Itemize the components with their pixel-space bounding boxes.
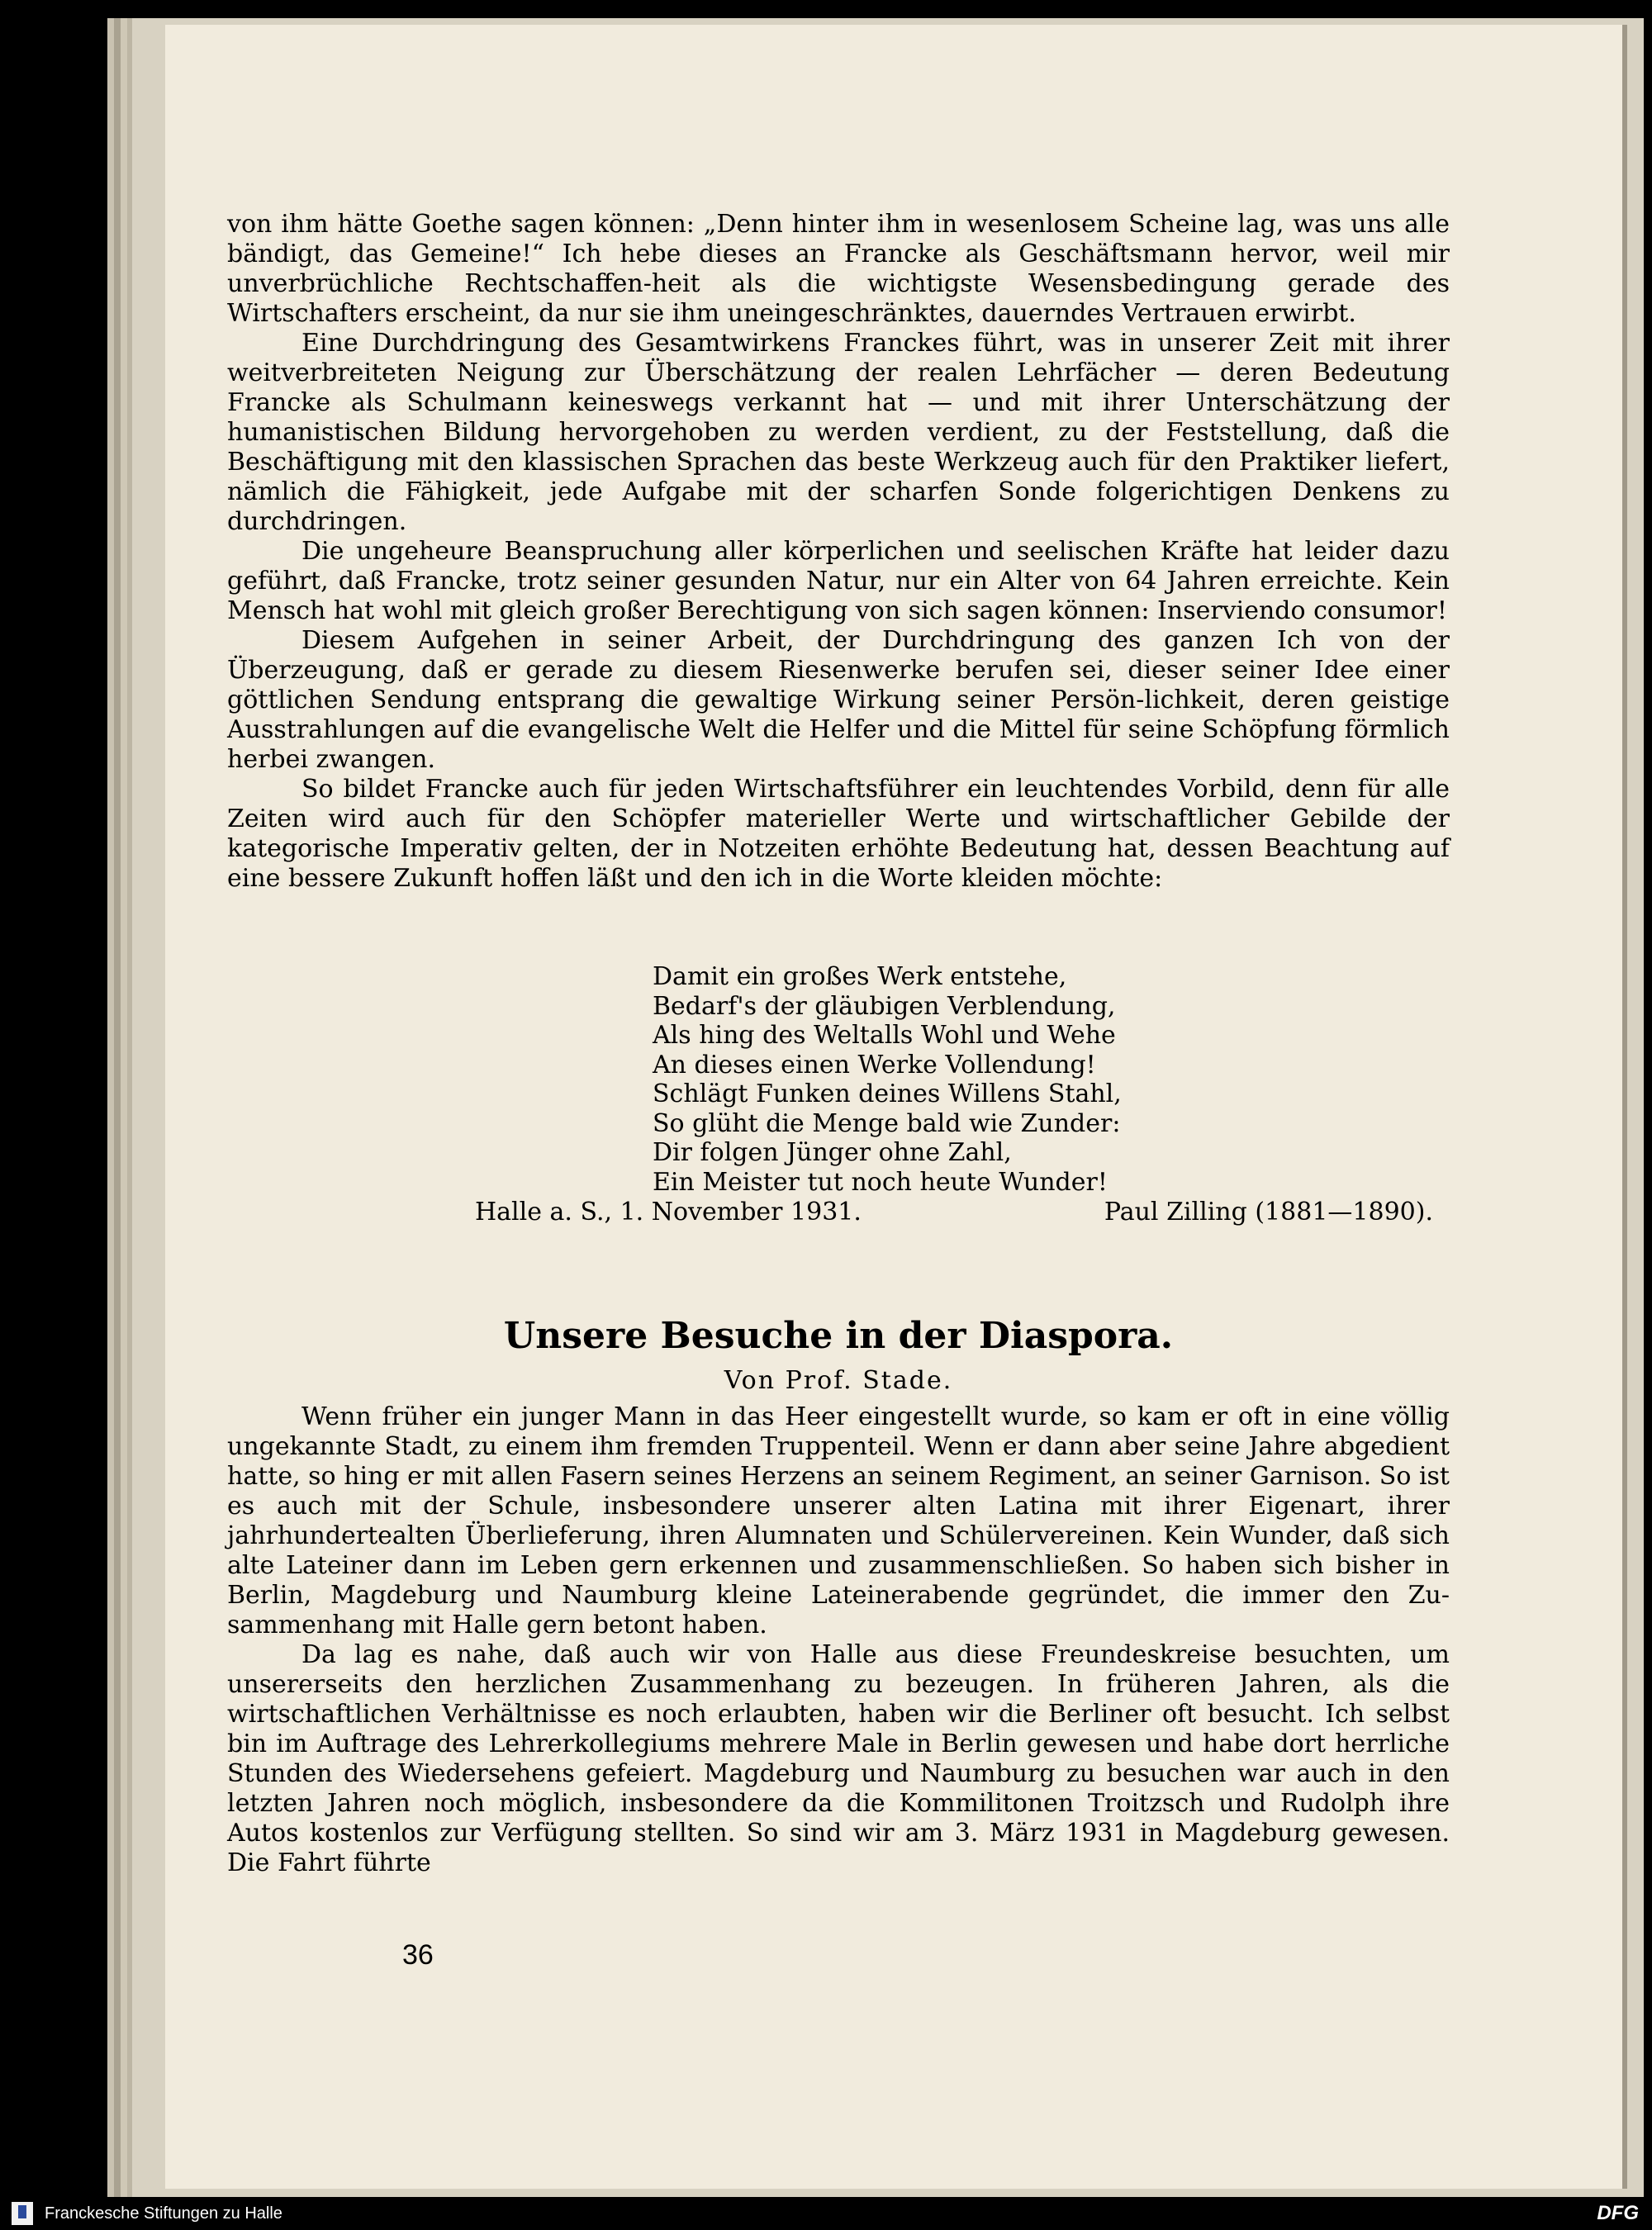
poem: [653, 962, 1313, 1197]
poem-line: So glüht die Menge bald wie Zunder:: [653, 1108, 1121, 1138]
article-title: Unsere Besuche in der Diaspora.: [503, 1315, 1174, 1357]
viewer-footer: [0, 2197, 1652, 2230]
poem-line: Als hing des Weltalls Wohl und Wehe: [653, 1021, 1116, 1050]
institution-logo-icon: [12, 2202, 33, 2225]
paragraph: Da lag es nahe, daß auch wir von Halle aus diese Freundeskreise besuchten, um unsererseits den herzlichen Zusammenhang zu bezeugen. In früheren Jahren, als die wirtschaftlichen Verhältnisse es noch erlaubten, haben wir die Berliner oft besucht. Ich selbst bin im Auftrage des Lehrerkollegiums mehrere Male in Berlin gewesen und habe dort herrliche Stunden des Wiedersehens gefeiert. Magdeburg und Naumburg zu besuchen war auch in den letzten Jahren noch möglich, insbesondere da die Kommilitonen Troitzsch und Rudolph ihre Autos kostenlos zur Verfügung stellten. So sind wir am 3. März 1931 in Magdeburg gewesen. Die Fahrt führte: [227, 1640, 1450, 1877]
poem-line: Damit ein großes Werk entstehe,: [653, 962, 1067, 991]
paragraph: Eine Durchdringung des Gesamtwirkens Franckes führt, was in unserer Zeit mit ihrer weitverbreiteten Neigung zur Überschätzung der realen Lehrfächer — deren Bedeutung Francke als Schulmann keineswegs verkannt hat — und mit ihrer Unterschätzung der humanistischen Bildung hervorgehoben zu werden verdient, zu der Feststellung, daß die Beschäftigung mit den klassischen Sprachen das beste Werkzeug auch für den Praktiker liefert, nämlich die Fähigkeit, jede Aufgabe mit der scharfen Sonde folgerichtigen Denkens zu durchdringen.: [227, 329, 1450, 536]
poem-line: Ein Meister tut noch heute Wunder!: [653, 1167, 1108, 1197]
article-byline: Von Prof. Stade.: [724, 1366, 953, 1395]
page-number: 36: [402, 1939, 434, 1971]
poem-line: Bedarf's der gläubigen Verblendung,: [653, 991, 1116, 1021]
poem-line: An dieses einen Werke Vollendung!: [653, 1050, 1096, 1079]
page-edge: [1622, 25, 1627, 2189]
top-text-block: [227, 210, 1450, 894]
article-text-block: [227, 1402, 1450, 1878]
signature-place-date: Halle a. S., 1. November 1931.: [475, 1198, 862, 1226]
dfg-logo: DFG: [1597, 2202, 1639, 2224]
paragraph: Die ungeheure Beanspruchung aller körperlichen und seelischen Kräfte hat leider dazu geführt, daß Francke, trotz seiner gesunden Natur, nur ein Alter von 64 Jahren erreichte. Kein Mensch hat wohl mit gleich großer Berechtigung von sich sagen können: Inserviendo consumor!: [227, 537, 1450, 625]
paragraph: Wenn früher ein junger Mann in das Heer eingestellt wurde, so kam er oft in eine völlig ungekannte Stadt, zu einem ihm fremden Truppenteil. Wenn er dann aber seine Jahre abgedient hatte, so hing er mit allen Fasern seines Herzens an seinem Regiment, an seiner Garnison. So ist es auch mit der Schule, insbesondere unserer alten Latina mit ihrer Eigenart, ihrer jahrhundertealten Überlieferung, ihren Alumnaten und Schülervereinen. Kein Wunder, daß sich alte Lateiner dann im Leben gern erkennen und zusammenschließen. So haben sich bisher in Berlin, Magdeburg und Naumburg kleine Lateinerabende gegründet, die immer den Zu-sammenhang mit Halle gern betont haben.: [227, 1402, 1450, 1639]
paragraph: So bildet Francke auch für jeden Wirtschaftsführer ein leuchtendes Vorbild, denn für alle Zeiten wird auch für den Schöpfer materieller Werte und wirtschaftlicher Gebilde der kategorische Imperativ gelten, der in Notzeiten erhöhte Bedeutung hat, dessen Beachtung auf eine bessere Zukunft hoffen läßt und den ich in die Worte kleiden möchte:: [227, 775, 1450, 893]
signature-author: Paul Zilling (1881—1890).: [1104, 1198, 1433, 1226]
signature-line: [475, 1198, 1433, 1227]
paragraph: Diesem Aufgehen in seiner Arbeit, der Durchdringung des ganzen Ich von der Überzeugung, daß er gerade zu diesem Riesenwerke berufen sei, dieser seiner Idee einer göttlichen Sendung entsprang die gewaltige Wirkung seiner Persön-lichkeit, deren geistige Ausstrahlungen auf die evangelische Welt die Helfer und die Mittel für seine Schöpfung förmlich herbei zwangen.: [227, 626, 1450, 774]
paragraph: von ihm hätte Goethe sagen können: „Denn hinter ihm in wesenlosem Scheine lag, was uns alle bändigt, das Gemeine!“ Ich hebe dieses an Francke als Geschäftsmann hervor, weil mir unverbrüchliche Rechtschaffen-heit als die wichtigste Wesensbedingung gerade des Wirtschafters erscheint, da nur sie ihm uneingeschränktes, dauerndes Vertrauen erwirbt.: [227, 210, 1450, 328]
poem-line: Dir folgen Jünger ohne Zahl,: [653, 1138, 1012, 1167]
poem-line: Schlägt Funken deines Willens Stahl,: [653, 1079, 1122, 1108]
institution-name: Franckesche Stiftungen zu Halle: [45, 2204, 282, 2223]
